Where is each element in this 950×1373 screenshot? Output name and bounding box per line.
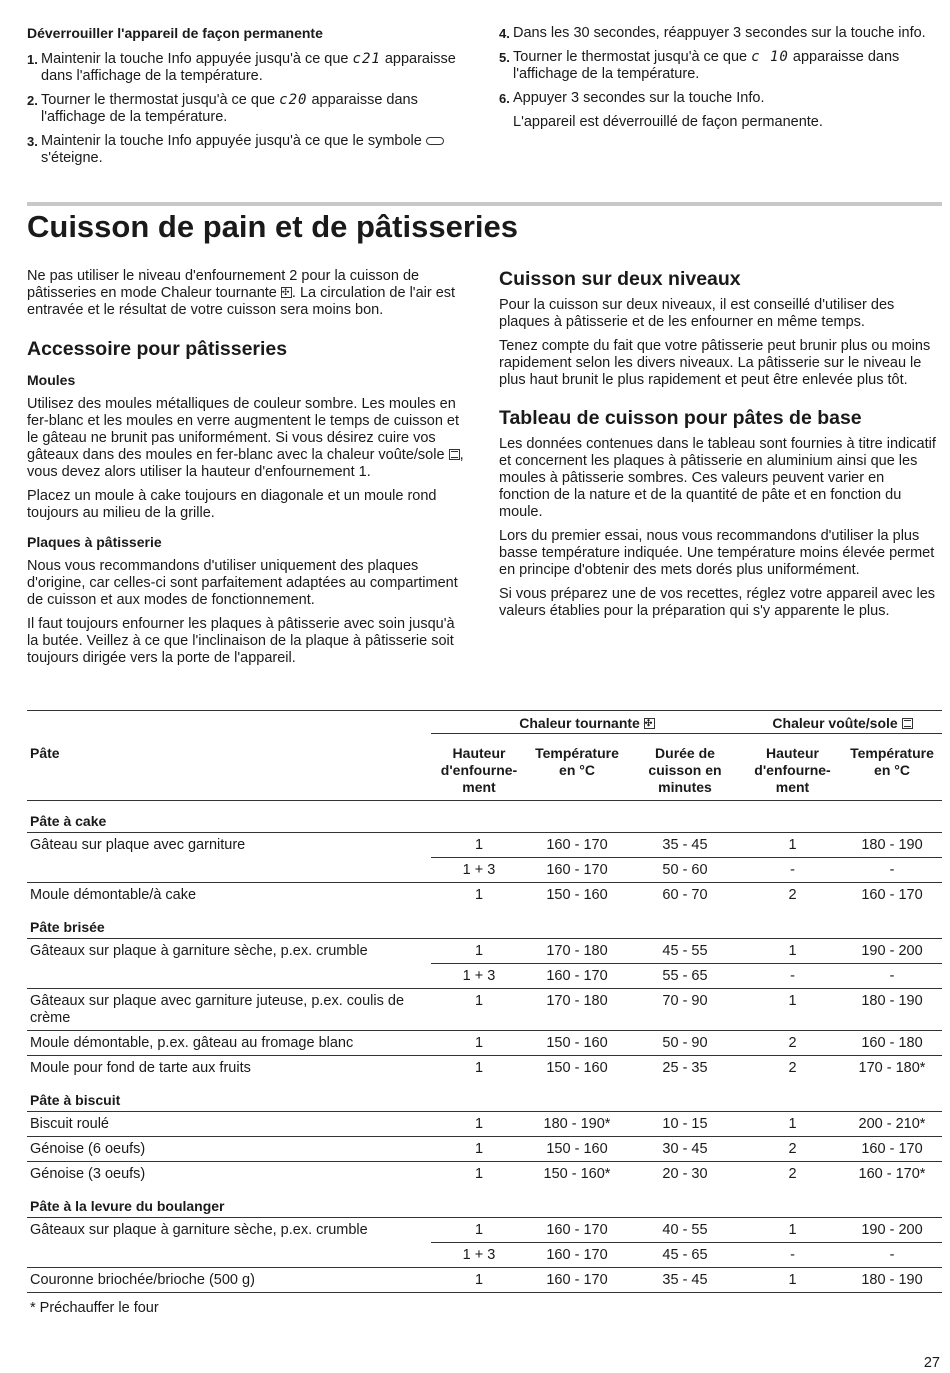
cell-pate: Moule démontable/à cake	[27, 883, 431, 908]
cell-hauteur-2: 2	[743, 1162, 842, 1187]
plaques-title: Plaques à pâtisserie	[27, 534, 162, 550]
intro-paragraph: Ne pas utiliser le niveau d'enfournement 2 pour la cuisson de pâtisseries en mode Chaleur tournante ✣ . La circulation de l'air est entravée et le résultat de votre cuisson sera moins bon.	[27, 268, 467, 319]
moules-paragraph-1: Utilisez des moules métalliques de couleur sombre. Les moules en fer-blanc et les moules en verre augmentent le temps de cuisson et le gâteau ne brunit pas uniformément. Si vous désirez cuire vos gâteaux dans des moules en fer-blanc avec la chaleur voûte/sole , vous devez alors utiliser la hauteur d'enfournement 1.	[27, 396, 464, 480]
convection-fan-icon	[644, 718, 655, 729]
tableau-paragraph-3: Si vous préparez une de vos recettes, réglez votre appareil avec les valeurs établies pour la préparation qui s'y apparente le plus.	[499, 586, 936, 619]
cell-duree: 45 - 65	[627, 1243, 743, 1268]
table-category-row	[27, 1186, 942, 1218]
cell-hauteur: 1 + 3	[431, 1243, 527, 1268]
cell-pate	[27, 1243, 431, 1268]
deux-niveaux-paragraph-1: Pour la cuisson sur deux niveaux, il est conseillé d'utiliser des plaques à pâtisserie et de les enfourner en même temps.	[499, 297, 895, 330]
top-bottom-heat-icon	[902, 718, 913, 729]
cell-temperature-2: 160 - 180	[842, 1031, 942, 1056]
table-row	[27, 939, 942, 964]
deux-niveaux-title: Cuisson sur deux niveaux	[499, 268, 741, 290]
table-row	[27, 1243, 942, 1268]
cell-temperature: 150 - 160	[527, 1031, 627, 1056]
cell-duree: 35 - 45	[627, 1268, 743, 1293]
cell-temperature: 160 - 170	[527, 1268, 627, 1293]
table-row	[27, 1162, 942, 1187]
cell-temperature-2: -	[842, 858, 942, 883]
cell-duree: 10 - 15	[627, 1112, 743, 1137]
unlock-steps-right	[499, 25, 939, 107]
category-label: Pâte à cake	[30, 813, 107, 829]
table-row	[27, 1112, 942, 1137]
cell-temperature-2: 170 - 180*	[842, 1056, 942, 1081]
cell-temperature: 160 - 170	[527, 858, 627, 883]
cell-duree: 55 - 65	[627, 964, 743, 989]
cell-temperature: 170 - 180	[527, 939, 627, 964]
plaques-paragraph-1: Nous vous recommandons d'utiliser uniquement des plaques d'origine, car celles-ci sont parfaitement adaptées au compartiment de cuisson et aux modes de fonctionnement.	[27, 558, 458, 608]
cell-hauteur-2: 1	[743, 833, 842, 858]
cell-hauteur-2: 1	[743, 1268, 842, 1293]
cell-pate	[27, 964, 431, 989]
table-row	[27, 833, 942, 858]
table-row	[27, 858, 942, 883]
cell-temperature: 160 - 170	[527, 964, 627, 989]
cell-pate: Gâteaux sur plaque à garniture sèche, p.ex. crumble	[27, 1218, 431, 1243]
table-header-columns	[27, 734, 942, 801]
cell-temperature-2: 160 - 170	[842, 883, 942, 908]
cell-hauteur: 1	[431, 883, 527, 908]
cell-hauteur: 1	[431, 1218, 527, 1243]
unlock-step-1: 1. Maintenir la touche Info appuyée jusqu'à ce que c21 apparaisse dans l'affichage de la température.	[27, 51, 456, 84]
col-header-hauteur-2: Hauteur d'enfourne-ment	[743, 734, 842, 801]
deux-niveaux-paragraph-2: Tenez compte du fait que votre pâtisserie peut brunir plus ou moins rapidement selon les divers niveaux. La pâtisserie sur le niveau le plus haut brunit le plus rapidement et peut être enlevée plus tôt.	[499, 338, 931, 388]
cell-temperature: 170 - 180	[527, 989, 627, 1031]
table-category-row	[27, 907, 942, 939]
table-row	[27, 1268, 942, 1293]
footnote: * Préchauffer le four	[30, 1300, 159, 1316]
group-convection: Chaleur tournante ✣	[431, 711, 743, 734]
cell-hauteur-2: -	[743, 964, 842, 989]
unlock-result: L'appareil est déverrouillé de façon permanente.	[513, 114, 823, 130]
cell-temperature-2: 200 - 210*	[842, 1112, 942, 1137]
left-column	[27, 268, 467, 674]
cell-hauteur: 1	[431, 1056, 527, 1081]
cell-duree: 20 - 30	[627, 1162, 743, 1187]
cell-pate: Génoise (3 oeufs)	[27, 1162, 431, 1187]
cell-duree: 50 - 60	[627, 858, 743, 883]
cell-hauteur-2: 2	[743, 1137, 842, 1162]
table-category-row	[27, 1080, 942, 1112]
display-code: c21	[352, 51, 381, 67]
table-header-groups	[27, 711, 942, 734]
page-number: 27	[923, 1355, 940, 1371]
cell-duree: 70 - 90	[627, 989, 743, 1031]
cell-duree: 30 - 45	[627, 1137, 743, 1162]
cell-hauteur: 1	[431, 989, 527, 1031]
cell-hauteur-2: -	[743, 1243, 842, 1268]
table-row	[27, 883, 942, 908]
cell-temperature: 150 - 160*	[527, 1162, 627, 1187]
cell-hauteur: 1	[431, 1112, 527, 1137]
cell-hauteur: 1	[431, 1031, 527, 1056]
display-code: c 10	[751, 49, 789, 65]
unlock-section-right	[499, 25, 939, 138]
cell-pate	[27, 858, 431, 883]
cell-duree: 50 - 90	[627, 1031, 743, 1056]
cell-hauteur-2: 1	[743, 1112, 842, 1137]
cell-temperature: 160 - 170	[527, 833, 627, 858]
cell-duree: 25 - 35	[627, 1056, 743, 1081]
table-row	[27, 964, 942, 989]
cell-pate: Gâteaux sur plaque avec garniture juteuse, p.ex. coulis de crème	[27, 989, 431, 1031]
cell-temperature-2: 180 - 190	[842, 1268, 942, 1293]
cell-duree: 40 - 55	[627, 1218, 743, 1243]
lock-symbol-icon	[426, 137, 444, 145]
unlock-step-2: 2. Tourner le thermostat jusqu'à ce que c20 apparaisse dans l'affichage de la température.	[27, 92, 418, 125]
unlock-step-5: 5. Tourner le thermostat jusqu'à ce que c 10 apparaisse dans l'affichage de la température.	[499, 49, 900, 82]
plaques-paragraph-2: Il faut toujours enfourner les plaques à pâtisserie avec soin jusqu'à la butée. Veillez à ce que l'inclinaison de la plaque à pâtisserie soit toujours dirigée vers la porte de l'appareil.	[27, 616, 455, 666]
cell-temperature: 160 - 170	[527, 1218, 627, 1243]
cell-pate: Moule démontable, p.ex. gâteau au fromage blanc	[27, 1031, 431, 1056]
cell-temperature-2: 190 - 200	[842, 1218, 942, 1243]
cell-temperature-2: -	[842, 964, 942, 989]
cell-temperature: 160 - 170	[527, 1243, 627, 1268]
top-bottom-heat-icon	[449, 449, 460, 460]
right-column	[499, 268, 939, 627]
table-row	[27, 1056, 942, 1081]
table-body	[27, 801, 942, 1293]
cell-hauteur: 1	[431, 1137, 527, 1162]
cell-hauteur-2: 1	[743, 939, 842, 964]
cell-hauteur-2: 2	[743, 1056, 842, 1081]
accessoire-title: Accessoire pour pâtisseries	[27, 338, 288, 360]
unlock-section-left	[27, 25, 467, 174]
cell-temperature-2: 180 - 190	[842, 833, 942, 858]
cell-duree: 60 - 70	[627, 883, 743, 908]
unlock-title: Déverrouiller l'appareil de façon permanente	[27, 25, 323, 41]
cell-hauteur-2: -	[743, 858, 842, 883]
table-row	[27, 1031, 942, 1056]
cell-hauteur: 1 + 3	[431, 964, 527, 989]
unlock-step-4: 4. Dans les 30 secondes, réappuyer 3 secondes sur la touche info.	[499, 25, 926, 41]
cell-duree: 35 - 45	[627, 833, 743, 858]
unlock-step-6: 6. Appuyer 3 secondes sur la touche Info.	[499, 90, 765, 106]
cell-hauteur-2: 1	[743, 1218, 842, 1243]
moules-paragraph-2: Placez un moule à cake toujours en diagonale et un moule rond toujours au milieu de la grille.	[27, 488, 437, 521]
cell-pate: Génoise (6 oeufs)	[27, 1137, 431, 1162]
cell-temperature-2: 190 - 200	[842, 939, 942, 964]
category-label: Pâte brisée	[30, 919, 105, 935]
section-title: Cuisson de pain et de pâtisseries	[27, 209, 518, 244]
cell-hauteur: 1	[431, 939, 527, 964]
unlock-steps-left	[27, 51, 467, 167]
table-row	[27, 1218, 942, 1243]
cell-temperature: 180 - 190*	[527, 1112, 627, 1137]
cell-duree: 45 - 55	[627, 939, 743, 964]
cell-temperature-2: 180 - 190	[842, 989, 942, 1031]
category-label: Pâte à la levure du boulanger	[30, 1198, 225, 1214]
table-row	[27, 1137, 942, 1162]
table-category-row	[27, 801, 942, 833]
cell-temperature-2: -	[842, 1243, 942, 1268]
col-header-temperature-2: Température en °C	[842, 734, 942, 801]
group-top-bottom: Chaleur voûte/sole	[743, 711, 942, 734]
cell-pate: Moule pour fond de tarte aux fruits	[27, 1056, 431, 1081]
cell-pate: Couronne briochée/brioche (500 g)	[27, 1268, 431, 1293]
tableau-paragraph-1: Les données contenues dans le tableau sont fournies à titre indicatif et concernent les plaques à pâtisserie en aluminium ainsi que les moules à pâtisserie sombres. Ces valeurs peuvent varier en fonction de la nature et de la quantité de pâte et en fonction du moule.	[499, 436, 936, 520]
cell-temperature: 150 - 160	[527, 1056, 627, 1081]
col-header-hauteur: Hauteur d'enfourne-ment	[431, 734, 527, 801]
cell-hauteur-2: 2	[743, 883, 842, 908]
tableau-title: Tableau de cuisson pour pâtes de base	[499, 407, 862, 429]
cell-hauteur: 1 + 3	[431, 858, 527, 883]
cell-hauteur: 1	[431, 833, 527, 858]
cell-temperature: 150 - 160	[527, 1137, 627, 1162]
tableau-paragraph-2: Lors du premier essai, nous vous recommandons d'utiliser la plus basse température indiquée. Une température moins élevée permet en principe d'obtenir des mets dorés plus uniformément.	[499, 528, 935, 578]
cell-temperature: 150 - 160	[527, 883, 627, 908]
cell-temperature-2: 160 - 170*	[842, 1162, 942, 1187]
unlock-step-3: 3. Maintenir la touche Info appuyée jusqu'à ce que le symbole s'éteigne.	[27, 133, 467, 167]
col-header-temperature: Température en °C	[527, 734, 627, 801]
cell-hauteur-2: 2	[743, 1031, 842, 1056]
cell-temperature-2: 160 - 170	[842, 1137, 942, 1162]
display-code: c20	[279, 92, 308, 108]
section-divider	[27, 202, 942, 206]
cell-hauteur-2: 1	[743, 989, 842, 1031]
cell-pate: Biscuit roulé	[27, 1112, 431, 1137]
cell-hauteur: 1	[431, 1162, 527, 1187]
convection-fan-icon	[281, 287, 292, 298]
cooking-table	[27, 710, 942, 1293]
moules-title: Moules	[27, 372, 76, 388]
category-label: Pâte à biscuit	[30, 1092, 121, 1108]
table-row	[27, 989, 942, 1031]
col-header-pate: Pâte	[30, 744, 60, 761]
col-header-duree: Durée de cuisson en minutes	[627, 734, 743, 801]
cell-hauteur: 1	[431, 1268, 527, 1293]
cell-pate: Gâteaux sur plaque à garniture sèche, p.ex. crumble	[27, 939, 431, 964]
cell-pate: Gâteau sur plaque avec garniture	[27, 833, 431, 858]
